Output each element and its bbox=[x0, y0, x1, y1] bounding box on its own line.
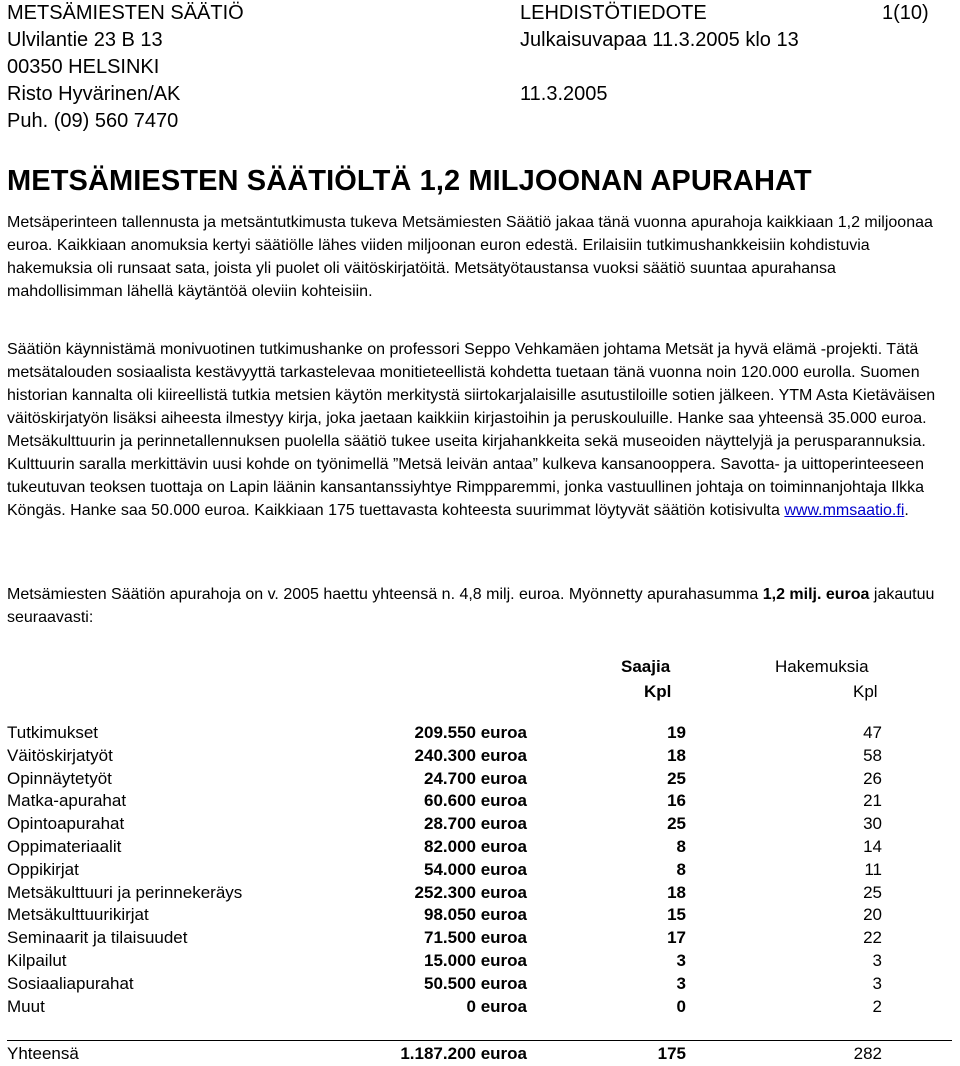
recipients-count: 25 bbox=[667, 814, 686, 834]
header-saajia: Saajia bbox=[621, 657, 671, 676]
grant-amount: 28.700 euroa bbox=[423, 814, 527, 834]
table-row bbox=[7, 950, 952, 973]
category-name: Seminaarit ja tilaisuudet bbox=[7, 928, 188, 948]
postal-city: 00350 HELSINKI bbox=[7, 56, 160, 78]
org-name: METSÄMIESTEN SÄÄTIÖ bbox=[7, 2, 244, 24]
contact-person: Risto Hyvärinen/AK bbox=[7, 83, 181, 105]
category-name: Tutkimukset bbox=[7, 723, 99, 742]
header-hakemuksia: Hakemuksia bbox=[775, 657, 869, 676]
page-number: 1(10) bbox=[882, 2, 929, 24]
grant-amount: 50.500 euroa bbox=[423, 973, 527, 993]
applications-count: 22 bbox=[863, 928, 882, 948]
total-separator-line bbox=[7, 1040, 952, 1041]
grant-amount: 240.300 euroa bbox=[414, 745, 527, 765]
table-row bbox=[7, 927, 952, 950]
total-amount: 1.187.200 euroa bbox=[400, 1044, 527, 1063]
table-row bbox=[7, 973, 952, 996]
category-name: Väitöskirjatyöt bbox=[7, 745, 113, 765]
project-paragraph-text: Säätiön käynnistämä monivuotinen tutkimushanke on professori Seppo Vehkamäen johtama Metsät ja hyvä elämä -projekti. Tätä metsätalouden sosiaalista kestävyyttä tarkastelevaa monitieteellistä kohdetta tuetaan tänä vuonna noin 120.000 eurolla. Suomen historian kannalta oli kiireellistä tutkia metsien käytön merkitystä siirtokarjalaisille asutustiloille sotien jälkeen. YTM Asta Kietäväisen väitöskirjatyön lisäksi aiheesta ilmestyy kirja, joka jaetaan kaikkiin kirjastoihin ja peruskouluille. Hanke saa yhteensä 35.000 euroa. Metsäkulttuurin ja perinnetallennuksen puolella säätiö tukee useita kirjahankkeita sekä museoiden näyttelyjä ja perusparannuksia. Kulttuurin saralla merkittävin uusi kohde on työnimellä ”Metsä leivän antaa” kulkeva kansanooppera. Savotta- ja uittoperinteeseen tukeutuvan teoksen tuottaja on Lapin läänin kansantanssiyhtye Rimpparemmi, jonka vastuullinen johtaja on toiminnanjohtaja Ilkka Köngäs. Hanke saa 50.000 euroa. Kaikkiaan 175 tuettavasta kohteesta suurimmat löytyvät säätiön kotisivulta bbox=[7, 341, 936, 519]
project-paragraph-end: . bbox=[904, 502, 909, 519]
applications-count: 47 bbox=[863, 723, 882, 742]
grants-table bbox=[7, 722, 952, 1018]
table-row bbox=[7, 904, 952, 927]
grant-amount: 15.000 euroa bbox=[423, 950, 527, 970]
grant-amount: 98.050 euroa bbox=[423, 905, 527, 925]
summary-bold-amount: 1,2 milj. euroa bbox=[762, 586, 870, 603]
intro-paragraph: Metsäperinteen tallennusta ja metsäntutkimusta tukeva Metsämiesten Säätiö jakaa tänä vuonna apurahoja kaikkiaan 1,2 miljoonaa euroa. Kaikkiaan anomuksia kertyi säätiölle lähes viiden miljoonan euron edestä. Erilaisiin tutkimushankkeisiin kohdistuvia hakemuksia oli runsaat sata, joista yli puolet oli väitöskirjatöitä. Metsätyötaustansa vuoksi säätiö suuntaa apurahansa mahdollisimman lähellä käytäntöä oleviin kohteisiin. bbox=[7, 214, 933, 300]
applications-count: 20 bbox=[863, 905, 882, 925]
grant-amount: 54.000 euroa bbox=[423, 859, 527, 879]
street-address: Ulvilantie 23 B 13 bbox=[7, 29, 163, 51]
phone-number: Puh. (09) 560 7470 bbox=[7, 110, 179, 132]
table-row bbox=[7, 836, 952, 859]
summary-paragraph bbox=[7, 583, 952, 629]
website-link[interactable]: www.mmsaatio.fi bbox=[784, 502, 905, 519]
recipients-count: 3 bbox=[676, 950, 686, 970]
category-name: Opinnäytetyöt bbox=[7, 768, 112, 788]
applications-count: 2 bbox=[872, 996, 882, 1016]
document-type: LEHDISTÖTIEDOTE bbox=[520, 2, 707, 24]
grant-amount: 71.500 euroa bbox=[423, 928, 527, 948]
page-title: METSÄMIESTEN SÄÄTIÖLTÄ 1,2 MILJOONAN APURAHAT bbox=[7, 165, 812, 197]
recipients-count: 25 bbox=[667, 768, 686, 788]
grant-amount: 60.600 euroa bbox=[423, 791, 527, 811]
applications-count: 14 bbox=[863, 836, 882, 856]
category-name: Metsäkulttuurikirjat bbox=[7, 905, 149, 925]
table-row bbox=[7, 790, 952, 813]
recipients-count: 0 bbox=[676, 996, 686, 1016]
summary-text-end: jakautuu seuraavasti: bbox=[7, 586, 935, 626]
total-recipients: 175 bbox=[657, 1044, 686, 1063]
category-name: Matka-apurahat bbox=[7, 791, 127, 811]
table-row bbox=[7, 813, 952, 836]
summary-text-start: Metsämiesten Säätiön apurahoja on v. 2005 haettu yhteensä n. 4,8 milj. euroa. Myönnetty apurahasumma bbox=[7, 586, 763, 603]
table-row bbox=[7, 996, 952, 1019]
total-applications: 282 bbox=[853, 1044, 882, 1063]
recipients-count: 8 bbox=[676, 859, 686, 879]
grant-amount: 209.550 euroa bbox=[414, 723, 527, 742]
table-row bbox=[7, 882, 952, 905]
category-name: Opintoapurahat bbox=[7, 814, 125, 834]
table-row bbox=[7, 859, 952, 882]
applications-count: 3 bbox=[872, 973, 882, 993]
sender-address-block bbox=[7, 0, 244, 135]
category-name: Oppikirjat bbox=[7, 859, 79, 879]
recipients-count: 3 bbox=[676, 973, 686, 993]
total-row-container bbox=[7, 1043, 952, 1066]
total-row bbox=[7, 1043, 952, 1066]
recipients-count: 19 bbox=[667, 723, 686, 742]
header-kpl-hakemuksia: Kpl bbox=[853, 682, 878, 701]
table-row bbox=[7, 722, 952, 745]
release-info-block bbox=[520, 0, 799, 108]
grant-amount: 0 euroa bbox=[466, 996, 527, 1016]
grant-amount: 82.000 euroa bbox=[423, 836, 527, 856]
category-name: Metsäkulttuuri ja perinnekeräys bbox=[7, 882, 243, 902]
applications-count: 30 bbox=[863, 814, 882, 834]
category-name: Kilpailut bbox=[7, 950, 67, 970]
recipients-count: 16 bbox=[667, 791, 686, 811]
header-kpl-saajia: Kpl bbox=[644, 682, 672, 701]
grant-amount: 252.300 euroa bbox=[414, 882, 527, 902]
table-row bbox=[7, 768, 952, 791]
total-label: Yhteensä bbox=[7, 1044, 79, 1063]
applications-count: 11 bbox=[864, 859, 882, 879]
recipients-count: 17 bbox=[667, 928, 686, 948]
header-spacer bbox=[520, 54, 799, 81]
category-name: Sosiaaliapurahat bbox=[7, 973, 134, 993]
applications-count: 3 bbox=[872, 950, 882, 970]
applications-count: 21 bbox=[863, 791, 882, 811]
applications-count: 25 bbox=[863, 882, 882, 902]
recipients-count: 8 bbox=[676, 836, 686, 856]
grant-amount: 24.700 euroa bbox=[423, 768, 527, 788]
release-time: Julkaisuvapaa 11.3.2005 klo 13 bbox=[520, 29, 799, 51]
recipients-count: 18 bbox=[667, 745, 686, 765]
recipients-count: 18 bbox=[667, 882, 686, 902]
recipients-count: 15 bbox=[667, 905, 686, 925]
applications-count: 58 bbox=[863, 745, 882, 765]
project-paragraph bbox=[7, 338, 952, 522]
category-name: Oppimateriaalit bbox=[7, 836, 122, 856]
table-row bbox=[7, 745, 952, 768]
applications-count: 26 bbox=[863, 768, 882, 788]
document-date: 11.3.2005 bbox=[520, 83, 608, 105]
category-name: Muut bbox=[7, 996, 45, 1016]
